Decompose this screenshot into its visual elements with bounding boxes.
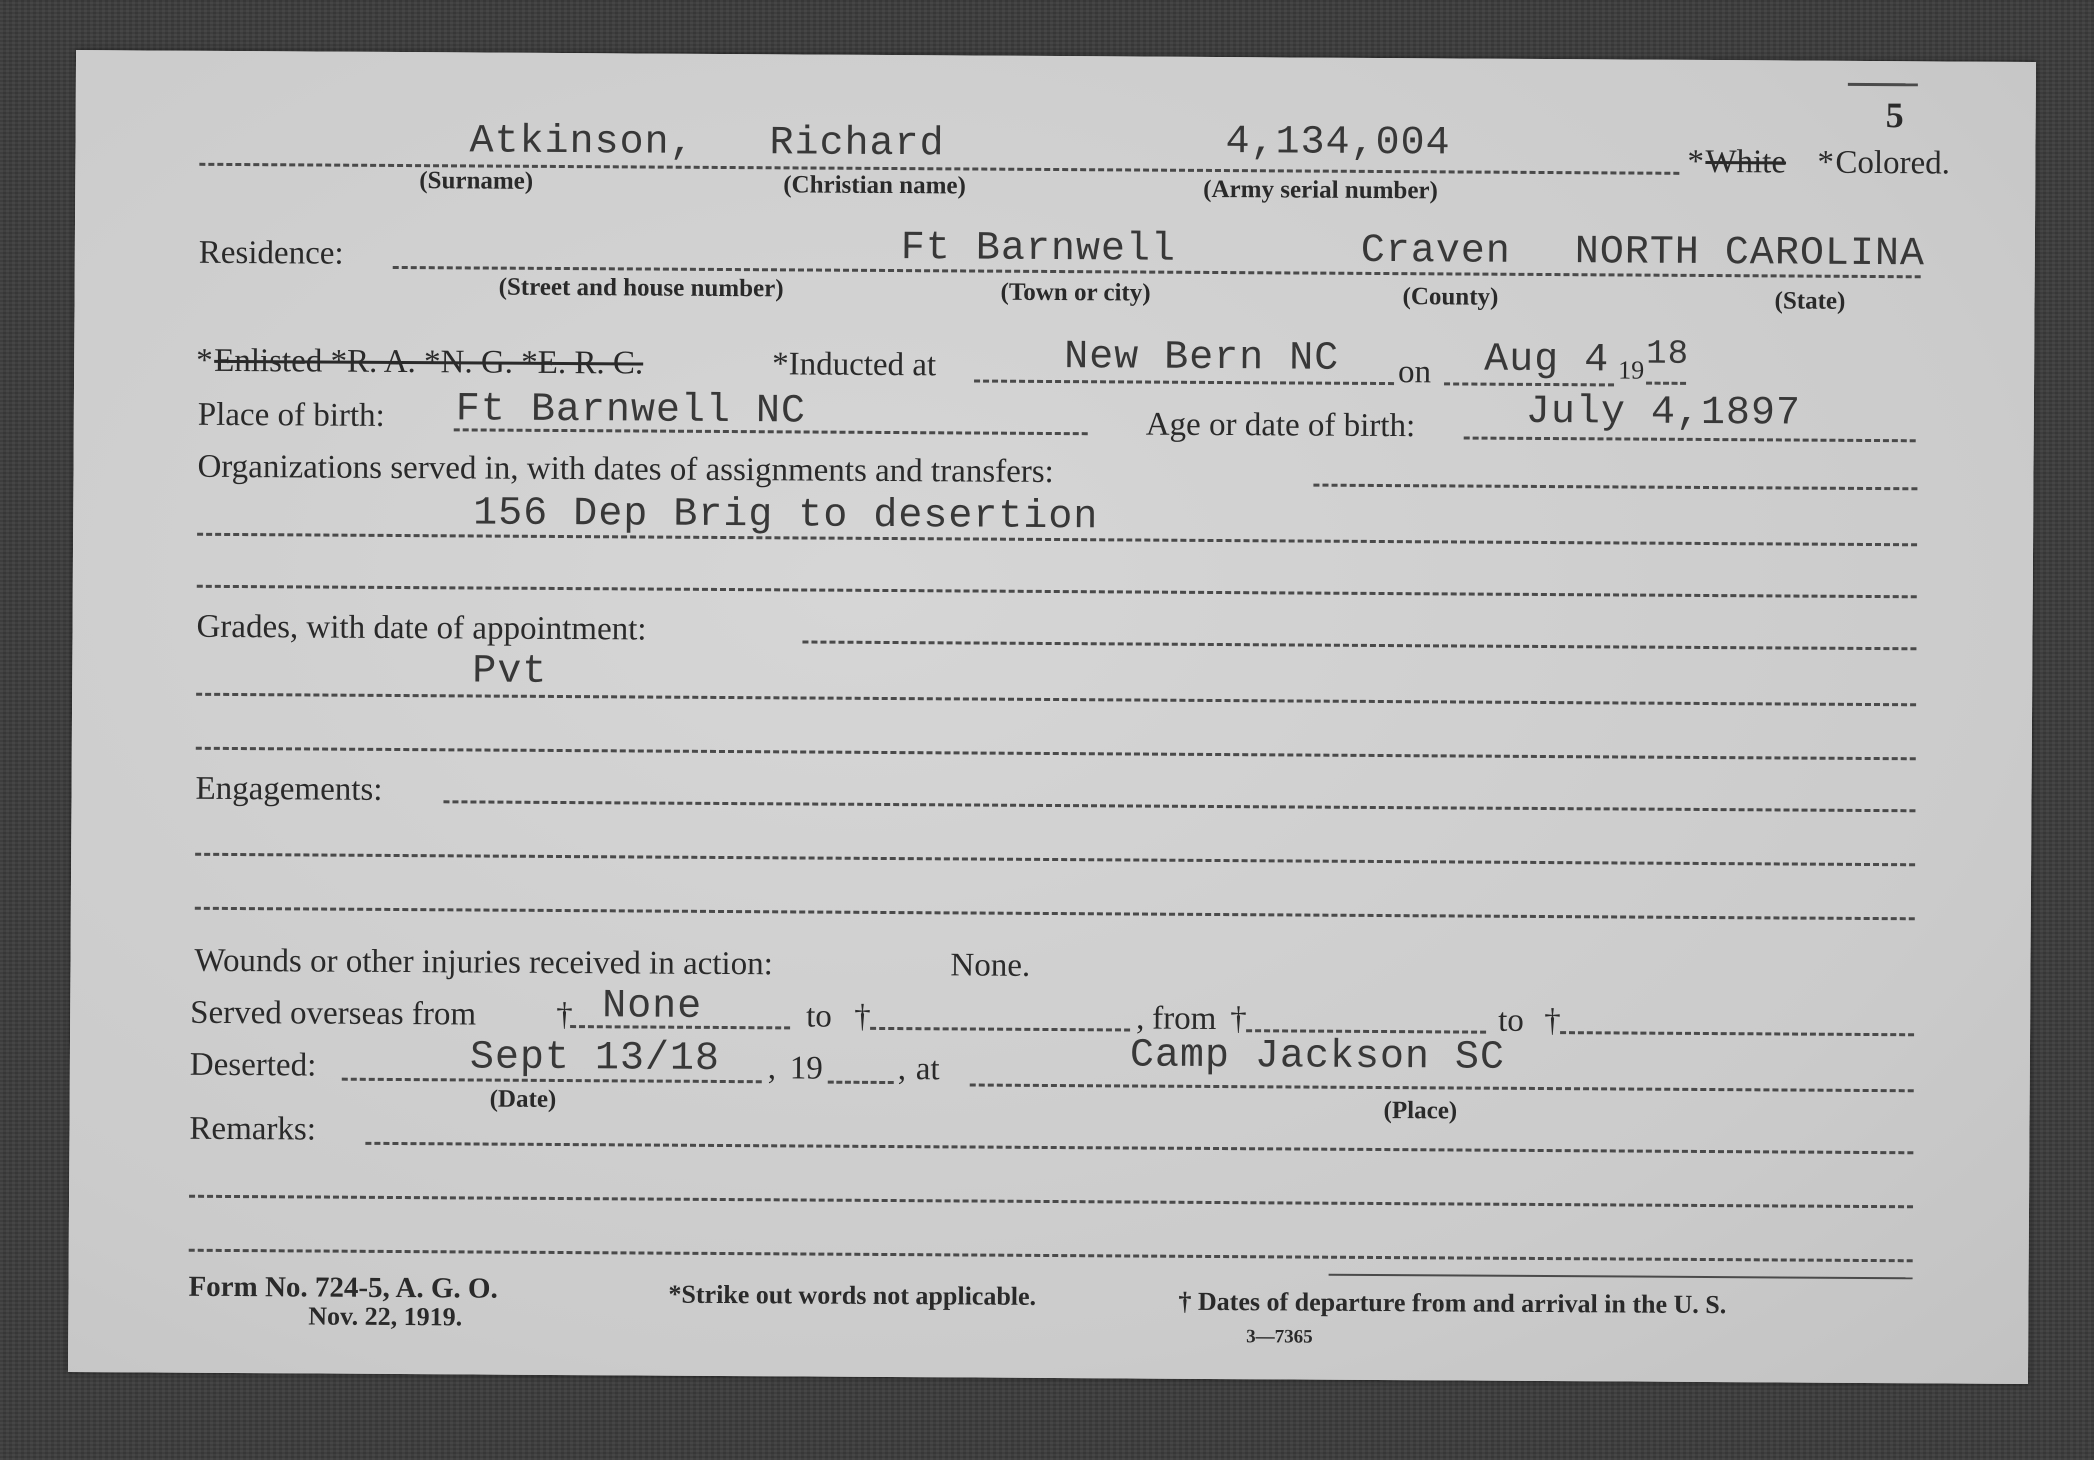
overseas-line-4 [1560,1031,1914,1036]
inducted-place: New Bern NC [1064,335,1340,382]
residence-state: NORTH CAROLINA [1574,230,1926,278]
deserted-year-label: 19 [789,1050,823,1087]
christian-name-value: Richard [769,121,945,168]
year-prefix: 19 [1618,355,1645,385]
christian-name-caption: (Christian name) [783,171,966,200]
grades-line-3 [196,747,1916,761]
overseas-dagger-2: † [854,998,871,1035]
residence-label: Residence: [198,234,344,272]
deserted-date: Sept 13/18 [469,1035,721,1082]
serial-caption: (Army serial number) [1203,175,1438,205]
residence-town: Ft Barnwell [900,226,1177,273]
overseas-to-label-2: to [1498,1002,1524,1039]
organizations-label: Organizations served in, with dates of assignments and transfers: [197,448,1054,491]
organizations-value: 156 Dep Brig to desertion [473,491,1099,541]
year-line [1646,382,1686,385]
birthplace-label: Place of birth: [197,396,385,434]
overseas-dagger-1: † [556,996,573,1034]
form-number: Form No. 724-5, A. G. O. [188,1270,498,1305]
remarks-line-1 [365,1142,1913,1154]
deserted-place-line [970,1084,1914,1093]
print-code: 3—7365 [1246,1326,1313,1348]
wounds-label: Wounds or other injuries received in action: [194,942,773,983]
card-number: 5 [1885,95,1904,136]
number-rule [1848,83,1918,86]
engagements-line-3 [195,907,1915,921]
deserted-at-label: at [915,1051,940,1088]
birthplace-value: Ft Barnwell NC [455,387,807,435]
surname-value: Atkinson, [469,119,695,166]
strike-note: *Strike out words not applicable. [668,1279,1037,1311]
enlisted-struck-options: Enlisted *R. A. *N. G. *E. R. C. [214,342,644,382]
state-caption: (State) [1774,287,1846,315]
colored-star: * [1817,144,1835,181]
overseas-from-label: from [1152,1000,1217,1038]
overseas-label: Served overseas from [190,994,477,1033]
dagger-note: † Dates of departure from and arrival in the U. S. [1178,1286,1727,1320]
town-caption: (Town or city) [1000,278,1151,307]
year-value: 18 [1646,335,1690,374]
white-option: White [1705,143,1787,181]
birthdate-value: July 4,1897 [1525,389,1802,437]
birthdate-label: Age or date of birth: [1145,406,1416,445]
service-record-card [68,50,2036,1384]
county-caption: (County) [1402,283,1499,311]
organizations-line-1 [1313,484,1917,491]
surname-caption: (Surname) [419,167,534,195]
overseas-dagger-4: † [1544,1003,1561,1040]
grades-line-2 [196,693,1916,707]
deserted-date-caption: (Date) [489,1085,557,1113]
overseas-comma: , [1136,1000,1145,1037]
enlisted-star: * [196,342,213,379]
overseas-from-value: None [602,984,703,1030]
remarks-line-2 [189,1195,1913,1209]
serial-number-value: 4,134,004 [1225,120,1451,167]
overseas-line-2 [870,1027,1130,1032]
engagements-line-2 [195,853,1915,867]
deserted-comma: , [767,1050,777,1087]
birthdate-line [1464,437,1916,443]
inducted-date: Aug 4 [1484,337,1610,384]
overseas-to-label-1: to [806,998,832,1035]
engagements-label: Engagements: [195,770,383,808]
deserted-place-caption: (Place) [1383,1097,1458,1125]
engagements-line-1 [443,800,1915,812]
overseas-dagger-3: † [1230,1001,1247,1038]
colored-option: Colored. [1835,144,1951,182]
white-star: * [1687,143,1705,180]
overseas-line-3 [1246,1029,1486,1033]
remarks-label: Remarks: [189,1110,317,1148]
remarks-line-3 [189,1249,1913,1263]
grades-line-1 [802,640,1916,650]
on-label: on [1398,354,1432,391]
deserted-year-line [828,1081,894,1084]
inducted-label: *Inducted at [772,346,937,384]
deserted-comma-2: , [897,1051,907,1088]
organizations-line-3 [197,585,1917,599]
grades-label: Grades, with date of appointment: [196,608,647,648]
deserted-place: Camp Jackson SC [1129,1033,1506,1081]
street-caption: (Street and house number) [498,273,784,303]
form-date: Nov. 22, 1919. [308,1301,463,1332]
footer-rule [1329,1274,1913,1280]
wounds-value: None. [950,947,1031,984]
deserted-label: Deserted: [189,1046,317,1084]
residence-county: Craven [1360,228,1512,275]
grades-value: Pvt [472,649,548,695]
